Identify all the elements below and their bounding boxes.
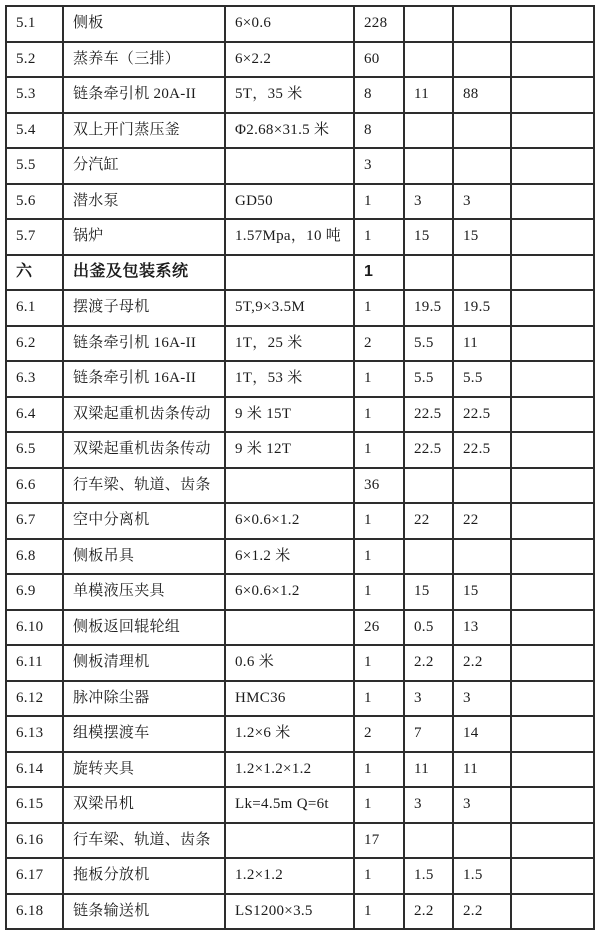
cell-item-no: 5.1	[6, 6, 63, 42]
cell-quantity: 1	[354, 858, 404, 894]
cell-remark	[511, 894, 594, 930]
cell-equipment-name: 双梁吊机	[63, 787, 225, 823]
cell-remark	[511, 752, 594, 788]
cell-specification: 6×0.6	[225, 6, 354, 42]
cell-item-no: 6.14	[6, 752, 63, 788]
cell-quantity: 1	[354, 787, 404, 823]
cell-remark	[511, 681, 594, 717]
cell-specification	[225, 823, 354, 859]
cell-value-b: 3	[453, 184, 511, 220]
cell-quantity: 1	[354, 290, 404, 326]
cell-value-a: 3	[404, 787, 453, 823]
cell-remark	[511, 432, 594, 468]
cell-quantity: 1	[354, 255, 404, 291]
cell-equipment-name: 双梁起重机齿条传动	[63, 432, 225, 468]
cell-value-a: 0.5	[404, 610, 453, 646]
cell-equipment-name: 摆渡子母机	[63, 290, 225, 326]
cell-value-a: 1.5	[404, 858, 453, 894]
cell-remark	[511, 326, 594, 362]
table-row	[6, 290, 594, 326]
cell-value-a	[404, 148, 453, 184]
cell-quantity: 1	[354, 574, 404, 610]
table-row	[6, 77, 594, 113]
cell-remark	[511, 219, 594, 255]
cell-remark	[511, 716, 594, 752]
table-row	[6, 255, 594, 291]
cell-value-b: 13	[453, 610, 511, 646]
cell-quantity: 1	[354, 397, 404, 433]
cell-value-a	[404, 823, 453, 859]
cell-value-b	[453, 468, 511, 504]
cell-value-b: 11	[453, 752, 511, 788]
cell-value-b	[453, 148, 511, 184]
cell-specification: 5T，35 米	[225, 77, 354, 113]
cell-value-a: 22	[404, 503, 453, 539]
cell-item-no: 6.4	[6, 397, 63, 433]
cell-quantity: 8	[354, 77, 404, 113]
cell-item-no: 6.1	[6, 290, 63, 326]
cell-remark	[511, 361, 594, 397]
cell-item-no: 5.6	[6, 184, 63, 220]
cell-value-a: 19.5	[404, 290, 453, 326]
cell-specification: 1T，25 米	[225, 326, 354, 362]
cell-equipment-name: 链条牵引机 16A-II	[63, 361, 225, 397]
cell-equipment-name: 双上开门蒸压釜	[63, 113, 225, 149]
cell-quantity: 1	[354, 184, 404, 220]
cell-item-no: 6.12	[6, 681, 63, 717]
cell-remark	[511, 77, 594, 113]
cell-quantity: 1	[354, 361, 404, 397]
cell-specification: 9 米 12T	[225, 432, 354, 468]
cell-value-b: 2.2	[453, 894, 511, 930]
cell-remark	[511, 397, 594, 433]
cell-value-b	[453, 42, 511, 78]
cell-quantity: 1	[354, 645, 404, 681]
table-row	[6, 787, 594, 823]
cell-specification: GD50	[225, 184, 354, 220]
cell-remark	[511, 645, 594, 681]
cell-equipment-name: 空中分离机	[63, 503, 225, 539]
cell-value-b: 2.2	[453, 645, 511, 681]
cell-remark	[511, 468, 594, 504]
cell-remark	[511, 42, 594, 78]
cell-quantity: 2	[354, 716, 404, 752]
cell-value-b	[453, 539, 511, 575]
cell-item-no: 6.11	[6, 645, 63, 681]
cell-value-a	[404, 255, 453, 291]
cell-remark	[511, 113, 594, 149]
cell-item-no: 5.3	[6, 77, 63, 113]
cell-value-a: 15	[404, 219, 453, 255]
cell-item-no: 6.13	[6, 716, 63, 752]
cell-value-b: 11	[453, 326, 511, 362]
cell-quantity: 1	[354, 681, 404, 717]
table-row	[6, 219, 594, 255]
cell-specification: 1.2×1.2×1.2	[225, 752, 354, 788]
cell-value-b: 14	[453, 716, 511, 752]
cell-value-b	[453, 823, 511, 859]
cell-item-no: 5.4	[6, 113, 63, 149]
cell-item-no: 6.2	[6, 326, 63, 362]
cell-remark	[511, 255, 594, 291]
cell-value-b: 22.5	[453, 397, 511, 433]
cell-item-no: 6.8	[6, 539, 63, 575]
cell-equipment-name: 锅炉	[63, 219, 225, 255]
cell-value-a: 15	[404, 574, 453, 610]
table-row	[6, 716, 594, 752]
cell-specification: 1.57Mpa，10 吨	[225, 219, 354, 255]
cell-item-no: 6.7	[6, 503, 63, 539]
cell-quantity: 1	[354, 432, 404, 468]
cell-specification: 6×0.6×1.2	[225, 503, 354, 539]
table-row	[6, 574, 594, 610]
cell-specification	[225, 468, 354, 504]
cell-equipment-name: 蒸养车（三排）	[63, 42, 225, 78]
cell-quantity: 228	[354, 6, 404, 42]
cell-remark	[511, 823, 594, 859]
table-row	[6, 681, 594, 717]
cell-specification: 6×1.2 米	[225, 539, 354, 575]
table-row	[6, 326, 594, 362]
cell-remark	[511, 184, 594, 220]
cell-value-a: 2.2	[404, 645, 453, 681]
cell-value-a	[404, 468, 453, 504]
cell-specification: LS1200×3.5	[225, 894, 354, 930]
table-row	[6, 432, 594, 468]
cell-equipment-name: 组模摆渡车	[63, 716, 225, 752]
table-row	[6, 539, 594, 575]
cell-equipment-name: 链条牵引机 20A-II	[63, 77, 225, 113]
cell-specification: 0.6 米	[225, 645, 354, 681]
table-row	[6, 184, 594, 220]
cell-specification	[225, 255, 354, 291]
cell-item-no: 6.18	[6, 894, 63, 930]
cell-specification: Lk=4.5m Q=6t	[225, 787, 354, 823]
table-row	[6, 610, 594, 646]
table-row	[6, 894, 594, 930]
cell-value-a	[404, 113, 453, 149]
cell-equipment-name: 分汽缸	[63, 148, 225, 184]
cell-value-b: 3	[453, 681, 511, 717]
cell-specification	[225, 610, 354, 646]
cell-remark	[511, 610, 594, 646]
cell-item-no: 5.5	[6, 148, 63, 184]
cell-specification: 1T，53 米	[225, 361, 354, 397]
cell-equipment-name: 链条输送机	[63, 894, 225, 930]
cell-value-b: 3	[453, 787, 511, 823]
cell-quantity: 60	[354, 42, 404, 78]
table-row	[6, 397, 594, 433]
cell-quantity: 2	[354, 326, 404, 362]
cell-item-no: 6.3	[6, 361, 63, 397]
cell-equipment-name: 出釜及包装系统	[63, 255, 225, 291]
cell-quantity: 17	[354, 823, 404, 859]
cell-remark	[511, 148, 594, 184]
cell-quantity: 1	[354, 752, 404, 788]
cell-remark	[511, 787, 594, 823]
table-row	[6, 503, 594, 539]
cell-specification: 1.2×6 米	[225, 716, 354, 752]
table-row	[6, 148, 594, 184]
cell-quantity: 1	[354, 219, 404, 255]
cell-equipment-name: 侧板返回辊轮组	[63, 610, 225, 646]
cell-equipment-name: 行车梁、轨道、齿条	[63, 823, 225, 859]
cell-equipment-name: 行车梁、轨道、齿条	[63, 468, 225, 504]
cell-equipment-name: 双梁起重机齿条传动	[63, 397, 225, 433]
cell-item-no: 6.17	[6, 858, 63, 894]
cell-item-no: 六	[6, 255, 63, 291]
cell-specification: 9 米 15T	[225, 397, 354, 433]
cell-equipment-name: 链条牵引机 16A-II	[63, 326, 225, 362]
cell-item-no: 5.2	[6, 42, 63, 78]
table-row	[6, 113, 594, 149]
cell-value-a: 22.5	[404, 432, 453, 468]
table-body	[6, 6, 594, 929]
cell-value-a: 11	[404, 752, 453, 788]
cell-value-a: 7	[404, 716, 453, 752]
cell-value-b	[453, 113, 511, 149]
cell-quantity: 1	[354, 539, 404, 575]
cell-specification: Φ2.68×31.5 米	[225, 113, 354, 149]
table-row	[6, 858, 594, 894]
cell-equipment-name: 单模液压夹具	[63, 574, 225, 610]
cell-remark	[511, 858, 594, 894]
cell-specification: 6×2.2	[225, 42, 354, 78]
cell-value-a: 5.5	[404, 361, 453, 397]
cell-quantity: 8	[354, 113, 404, 149]
cell-quantity: 26	[354, 610, 404, 646]
cell-value-b: 88	[453, 77, 511, 113]
cell-item-no: 6.6	[6, 468, 63, 504]
cell-equipment-name: 侧板吊具	[63, 539, 225, 575]
cell-item-no: 5.7	[6, 219, 63, 255]
table-row	[6, 823, 594, 859]
cell-value-b: 15	[453, 219, 511, 255]
cell-quantity: 1	[354, 503, 404, 539]
cell-value-a: 5.5	[404, 326, 453, 362]
cell-value-b: 19.5	[453, 290, 511, 326]
equipment-table	[5, 5, 595, 930]
cell-quantity: 36	[354, 468, 404, 504]
cell-value-a	[404, 6, 453, 42]
cell-remark	[511, 290, 594, 326]
cell-equipment-name: 潜水泵	[63, 184, 225, 220]
table-row	[6, 645, 594, 681]
cell-quantity: 1	[354, 894, 404, 930]
cell-item-no: 6.15	[6, 787, 63, 823]
cell-value-a	[404, 539, 453, 575]
cell-specification: 5T,9×3.5M	[225, 290, 354, 326]
cell-value-b: 1.5	[453, 858, 511, 894]
cell-remark	[511, 574, 594, 610]
cell-item-no: 6.10	[6, 610, 63, 646]
cell-specification: 6×0.6×1.2	[225, 574, 354, 610]
cell-value-a: 3	[404, 184, 453, 220]
cell-remark	[511, 539, 594, 575]
cell-equipment-name: 脉冲除尘器	[63, 681, 225, 717]
cell-equipment-name: 旋转夹具	[63, 752, 225, 788]
cell-item-no: 6.9	[6, 574, 63, 610]
cell-value-b	[453, 6, 511, 42]
cell-equipment-name: 侧板清理机	[63, 645, 225, 681]
cell-value-b: 15	[453, 574, 511, 610]
cell-item-no: 6.5	[6, 432, 63, 468]
cell-value-b: 22.5	[453, 432, 511, 468]
cell-equipment-name: 拖板分放机	[63, 858, 225, 894]
cell-specification: 1.2×1.2	[225, 858, 354, 894]
cell-value-b: 22	[453, 503, 511, 539]
cell-value-b: 5.5	[453, 361, 511, 397]
cell-value-a	[404, 42, 453, 78]
cell-value-a: 3	[404, 681, 453, 717]
cell-value-a: 11	[404, 77, 453, 113]
cell-specification	[225, 148, 354, 184]
table-row	[6, 6, 594, 42]
cell-item-no: 6.16	[6, 823, 63, 859]
table-row	[6, 42, 594, 78]
cell-remark	[511, 503, 594, 539]
table-row	[6, 361, 594, 397]
cell-equipment-name: 侧板	[63, 6, 225, 42]
table-row	[6, 752, 594, 788]
cell-value-a: 2.2	[404, 894, 453, 930]
cell-value-b	[453, 255, 511, 291]
cell-value-a: 22.5	[404, 397, 453, 433]
table-row	[6, 468, 594, 504]
cell-remark	[511, 6, 594, 42]
cell-specification: HMC36	[225, 681, 354, 717]
cell-quantity: 3	[354, 148, 404, 184]
